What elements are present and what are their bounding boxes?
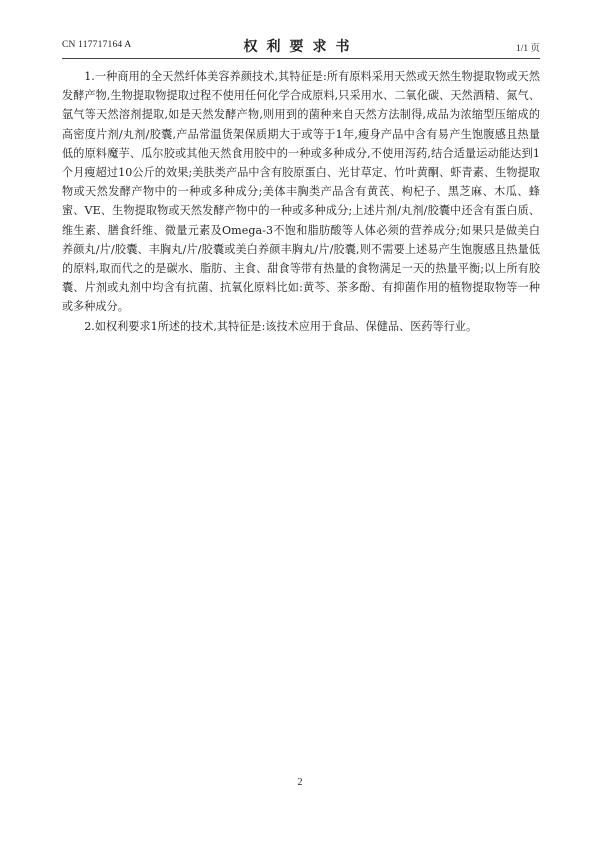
claim-2: 2.如权利要求1所述的技术,其特征是:该技术应用于食品、保健品、医药等行业。 — [84, 319, 478, 333]
page-number: 2 — [297, 777, 303, 788]
claim-1: 1.一种商用的全天然纤体美容养颜技术,其特征是:所有原料采用天然或天然生物提取物或天然发酵产物,生物提取物提取过程不使用任何化学合成原料,只采用水、二氧化碳、天然酒精、氮气、氩气等天然溶剂提取,如是天然发酵产物,则用到的菌种来自天然方法制得,成品为浓缩型压缩成的高密度片剂/丸剂/胶囊,产品常温货架保质期大于或等于1年,瘦身产品中含有易产生饱腹感且热量低的原料魔芋、瓜尔胶或其他天然食用胶中的一种或多种成分,不使用泻药,结合适量运动能达到1个月瘦超过10公斤的效果;美肤类产品中含有胶原蛋白、光甘草定、竹叶黄酮、虾青素、生物提取物或天然发酵产物中的一种或多种成分;美体丰胸类产品含有黄芪、枸杞子、黑芝麻、木瓜、蜂蜜、VE、生物提取物或天然发酵产物中的一种或多种成分;上述片剂/丸剂/胶囊中还含有蛋白质、维生素、膳食纤维、微量元素及Omega-3不饱和脂肪酸等人体必须的营养成分;如果只是做美白养颜丸/片/胶囊、丰胸丸/片/胶囊或美白养颜丰胸丸/片/胶囊,则不需要上述易产生饱腹感且热量低的原料,取而代之的是碳水、脂肪、主食、甜食等带有热量的食物满足一天的热量平衡;以上所有胶囊、片剂或丸剂中均含有抗菌、抗氧化原料比如:黄芩、茶多酚、有抑菌作用的植物提取物等一种或多种成分。 — [62, 70, 540, 314]
page-count: 1/1 页 — [515, 44, 540, 54]
page-header — [62, 36, 540, 56]
publication-number: CN 117717164 A — [62, 40, 132, 50]
claims-body — [62, 67, 540, 336]
document-title: 权利要求书 — [243, 39, 359, 55]
header-divider — [62, 58, 540, 59]
